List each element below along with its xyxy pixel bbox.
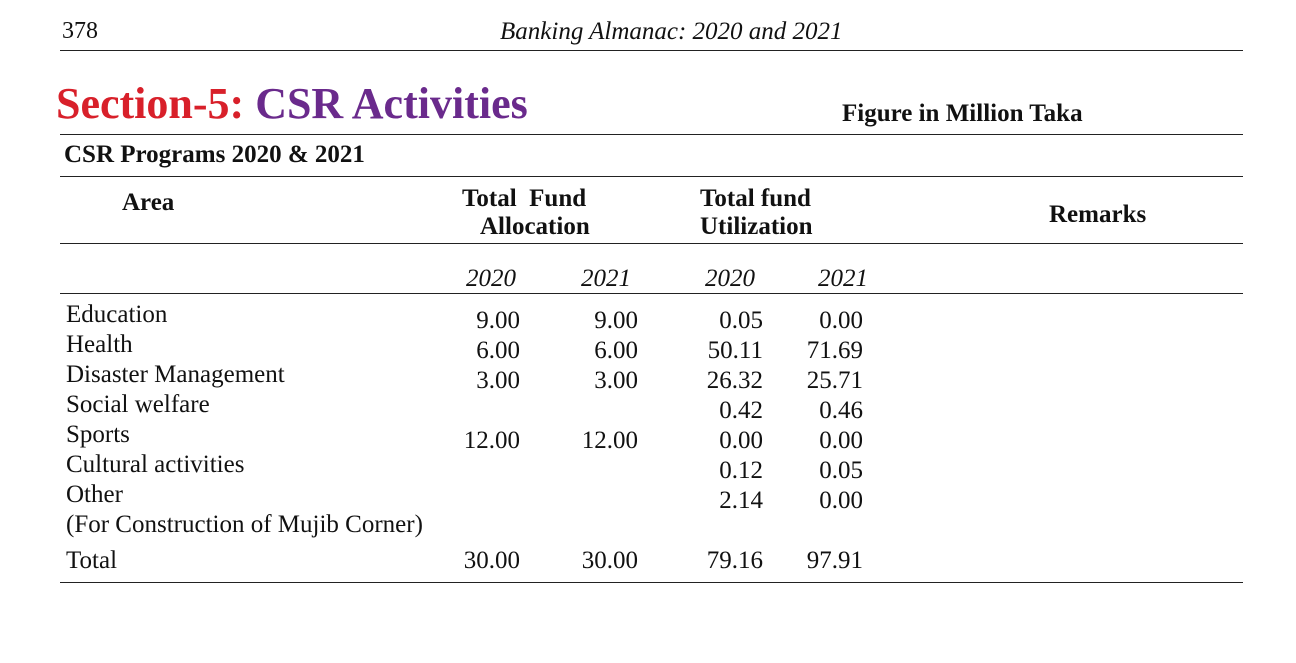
col-header-utilization-line2: Utilization xyxy=(700,213,813,240)
section-name: CSR Activities xyxy=(255,79,528,128)
section-number: Section-5: xyxy=(56,79,245,128)
col-header-area: Area xyxy=(122,189,175,216)
row-area-label: Disaster Management xyxy=(66,361,285,388)
rule-below-years xyxy=(60,293,1243,294)
row-area-label: (For Construction of Mujib Corner) xyxy=(66,511,423,538)
cell-alloc-2020: 12.00 xyxy=(463,427,520,454)
row-area-label: Social welfare xyxy=(66,391,210,418)
year-allocation-2021: 2021 xyxy=(581,265,631,292)
rule-below-headers xyxy=(60,243,1243,244)
cell-util-2020: 0.12 xyxy=(719,457,763,484)
table-caption: CSR Programs 2020 & 2021 xyxy=(64,141,365,168)
total-alloc-2021: 30.00 xyxy=(581,547,638,574)
col-header-allocation-line1: Total Fund xyxy=(462,185,587,212)
row-area-label: Cultural activities xyxy=(66,451,245,478)
cell-util-2020: 0.05 xyxy=(719,307,763,334)
total-label: Total xyxy=(66,547,118,574)
cell-alloc-2020: 3.00 xyxy=(476,367,520,394)
running-header-title: Banking Almanac: 2020 and 2021 xyxy=(500,18,843,45)
row-area-label: Other xyxy=(66,481,123,508)
total-alloc-2020: 30.00 xyxy=(463,547,520,574)
year-utilization-2020: 2020 xyxy=(705,265,755,292)
row-area-label: Education xyxy=(66,301,168,328)
cell-util-2021: 0.00 xyxy=(819,427,863,454)
col-header-allocation-line2: Allocation xyxy=(480,213,590,240)
page-number: 378 xyxy=(62,18,98,44)
total-util-2020: 79.16 xyxy=(706,547,763,574)
cell-util-2021: 0.00 xyxy=(819,307,863,334)
col-header-utilization-line1: Total fund xyxy=(700,185,811,212)
cell-alloc-2021: 12.00 xyxy=(581,427,638,454)
cell-util-2021: 71.69 xyxy=(806,337,863,364)
rule-above-headers xyxy=(60,176,1243,177)
col-header-remarks: Remarks xyxy=(1049,201,1147,228)
row-area-label: Health xyxy=(66,331,133,358)
rule-above-caption xyxy=(60,134,1243,135)
cell-util-2020: 26.32 xyxy=(706,367,763,394)
cell-util-2021: 0.46 xyxy=(819,397,863,424)
cell-alloc-2020: 6.00 xyxy=(476,337,520,364)
table-bottom-rule xyxy=(60,582,1243,583)
year-utilization-2021: 2021 xyxy=(818,265,868,292)
header-rule xyxy=(60,50,1243,51)
cell-alloc-2021: 3.00 xyxy=(594,367,638,394)
cell-alloc-2020: 9.00 xyxy=(476,307,520,334)
cell-util-2021: 25.71 xyxy=(806,367,863,394)
cell-alloc-2021: 6.00 xyxy=(594,337,638,364)
cell-alloc-2021: 9.00 xyxy=(594,307,638,334)
units-note: Figure in Million Taka xyxy=(842,100,1083,127)
cell-util-2021: 0.00 xyxy=(819,487,863,514)
row-area-label: Sports xyxy=(66,421,130,448)
cell-util-2020: 0.00 xyxy=(719,427,763,454)
section-title xyxy=(56,78,528,129)
cell-util-2021: 0.05 xyxy=(819,457,863,484)
cell-util-2020: 50.11 xyxy=(707,337,763,364)
year-allocation-2020: 2020 xyxy=(466,265,516,292)
cell-util-2020: 0.42 xyxy=(719,397,763,424)
cell-util-2020: 2.14 xyxy=(719,487,763,514)
total-util-2021: 97.91 xyxy=(806,547,863,574)
